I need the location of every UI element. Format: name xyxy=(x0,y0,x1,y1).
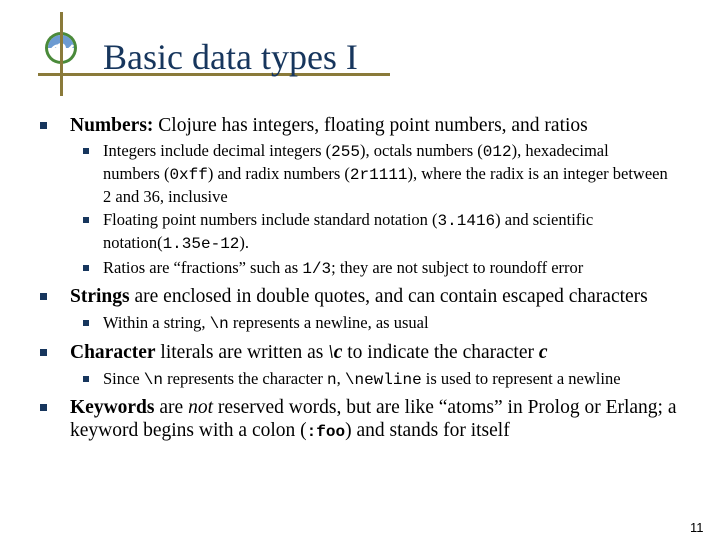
text: Floating point numbers include standard notation ( xyxy=(103,210,438,229)
sub-bullet-square xyxy=(83,148,89,154)
code: n xyxy=(327,371,337,389)
bullet-text: are enclosed in double quotes, and can contain escaped characters xyxy=(129,286,648,307)
code: 012 xyxy=(482,143,512,161)
bullet-text: reserved words, but are like “atoms” in Prolog or Erlang; a xyxy=(212,397,677,418)
sub-bullet-newline xyxy=(103,312,703,335)
code: 255 xyxy=(331,143,360,161)
bullet-lead: Strings xyxy=(70,286,130,307)
text: Within a string, xyxy=(103,313,210,332)
bullet-strings xyxy=(70,285,700,308)
code: :foo xyxy=(306,423,346,441)
bullet-text: Clojure has integers, floating point numbers, and ratios xyxy=(153,115,588,136)
code: 0xff xyxy=(169,166,208,184)
bullet-text: keyword begins with a colon ( xyxy=(70,420,307,441)
text: Since xyxy=(103,369,144,388)
code: 1/3 xyxy=(302,260,332,278)
bullet-lead: Character xyxy=(70,342,156,363)
text: ), octals numbers ( xyxy=(359,141,483,160)
emphasis: c xyxy=(538,342,548,363)
text: Ratios are “fractions” such as xyxy=(103,258,303,277)
sub-bullet-square xyxy=(83,320,89,326)
code: \n xyxy=(143,371,163,389)
emphasis: not xyxy=(188,397,213,418)
bullet-character xyxy=(70,341,700,364)
code: \newline xyxy=(344,371,422,389)
bullet-text: to indicate the character xyxy=(342,342,539,363)
sub-bullet-floating xyxy=(103,209,703,255)
text: ) and radix numbers ( xyxy=(207,164,350,183)
text: ), where the radix is an integer between xyxy=(407,164,668,183)
bullet-square xyxy=(40,349,47,356)
code: 1.35e-12 xyxy=(162,235,240,253)
slide-title: Basic data types I xyxy=(103,37,358,77)
bullet-numbers xyxy=(70,114,700,137)
code: \n xyxy=(209,315,229,333)
code: 2r1111 xyxy=(349,166,408,184)
text: ; they are not subject to roundoff error xyxy=(331,258,584,277)
bullet-keywords xyxy=(70,396,700,444)
sub-bullet-character-n xyxy=(103,368,703,391)
bullet-lead: Numbers: xyxy=(70,115,154,136)
sub-bullet-ratios xyxy=(103,257,703,280)
sub-bullet-square xyxy=(83,265,89,271)
text: 2 and 36, inclusive xyxy=(103,187,228,206)
text: represents the character xyxy=(163,369,327,388)
text: notation( xyxy=(103,233,163,252)
bullet-square xyxy=(40,122,47,129)
code: \c xyxy=(328,342,343,363)
text: represents a newline, as usual xyxy=(228,313,429,332)
code: 3.1416 xyxy=(437,212,496,230)
text: ) and scientific xyxy=(495,210,594,229)
bullet-text: ) and stands for itself xyxy=(345,420,510,441)
bullet-lead: Keywords xyxy=(70,397,155,418)
text: ). xyxy=(239,233,250,252)
text: ), hexadecimal xyxy=(511,141,609,160)
sub-bullet-integers xyxy=(103,140,703,208)
bullet-text: literals are written as xyxy=(155,342,329,363)
page-number: 11 xyxy=(690,520,704,535)
text: is used to represent a newline xyxy=(421,369,621,388)
bullet-text: are xyxy=(154,397,189,418)
bullet-square xyxy=(40,293,47,300)
bullet-square xyxy=(40,404,47,411)
sub-bullet-square xyxy=(83,376,89,382)
text: , xyxy=(336,369,345,388)
text: Integers include decimal integers ( xyxy=(103,141,332,160)
text: numbers ( xyxy=(103,164,170,183)
sub-bullet-square xyxy=(83,217,89,223)
